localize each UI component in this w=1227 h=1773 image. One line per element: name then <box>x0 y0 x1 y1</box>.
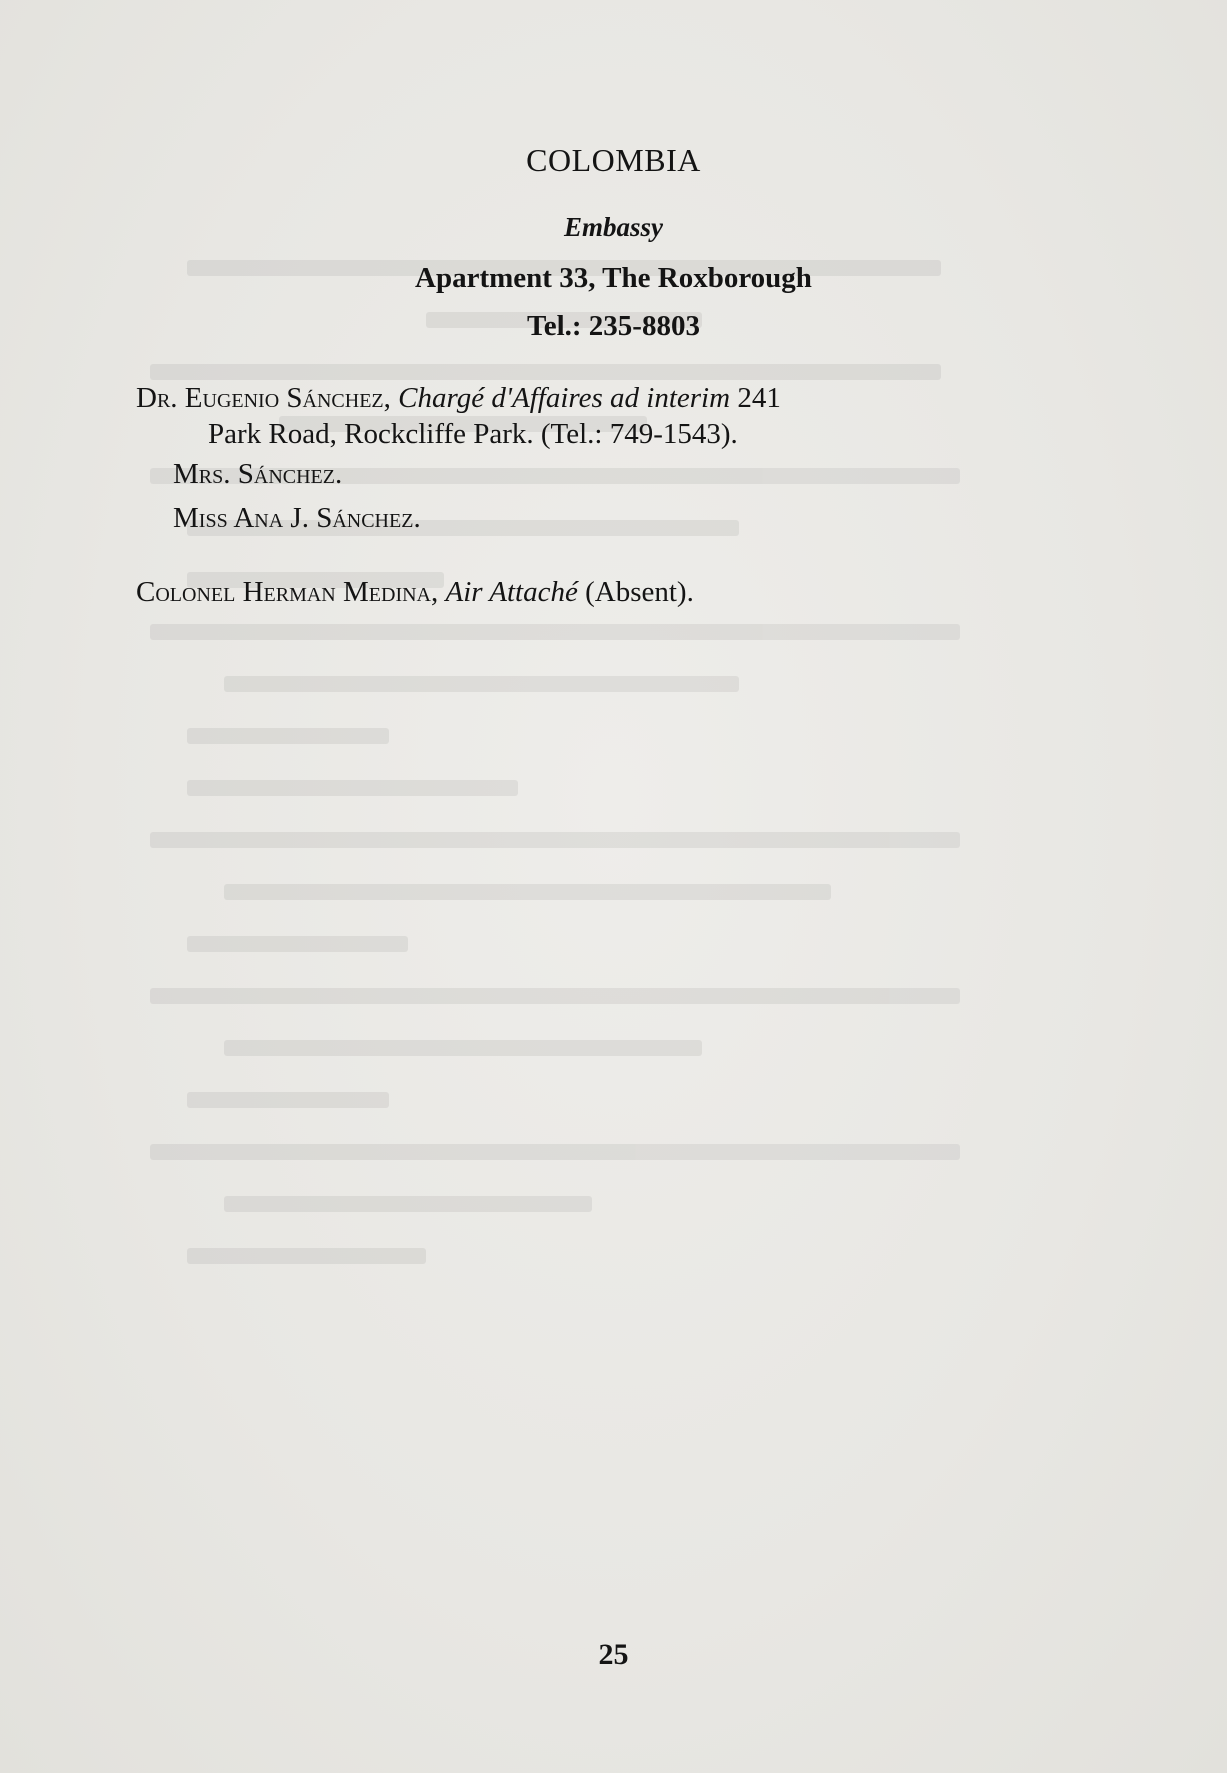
entry-title: Colonel <box>136 576 236 608</box>
entry-name: Eugenio Sánchez <box>184 382 384 414</box>
entry-note: (Absent). <box>585 576 694 608</box>
page-number: 25 <box>598 1638 629 1671</box>
entry-head-of-mission: Dr. Eugenio Sánchez, Chargé d'Affaires ad interim 241 <box>136 382 781 414</box>
entry-address-continued: Park Road, Rockcliffe Park. (Tel.: 749-1543). <box>208 418 738 450</box>
dependent-spouse: Mrs. Sánchez. <box>173 458 343 490</box>
entry-position: Chargé d'Affaires ad interim <box>398 382 731 414</box>
entry-air-attache: Colonel Herman Medina, Air Attaché (Absent). <box>136 576 694 608</box>
embassy-address: Apartment 33, The Roxborough <box>415 262 812 294</box>
dependent-daughter: Miss Ana J. Sánchez. <box>173 502 421 534</box>
country-heading: COLOMBIA <box>526 142 701 178</box>
mission-type: Embassy <box>563 212 663 242</box>
entry-position: Air Attaché <box>445 576 578 608</box>
entry-name: Herman Medina <box>242 576 431 608</box>
embassy-telephone: Tel.: 235-8803 <box>527 310 700 342</box>
entry-address-start: 241 <box>737 382 781 414</box>
entry-title: Dr. <box>136 382 178 414</box>
